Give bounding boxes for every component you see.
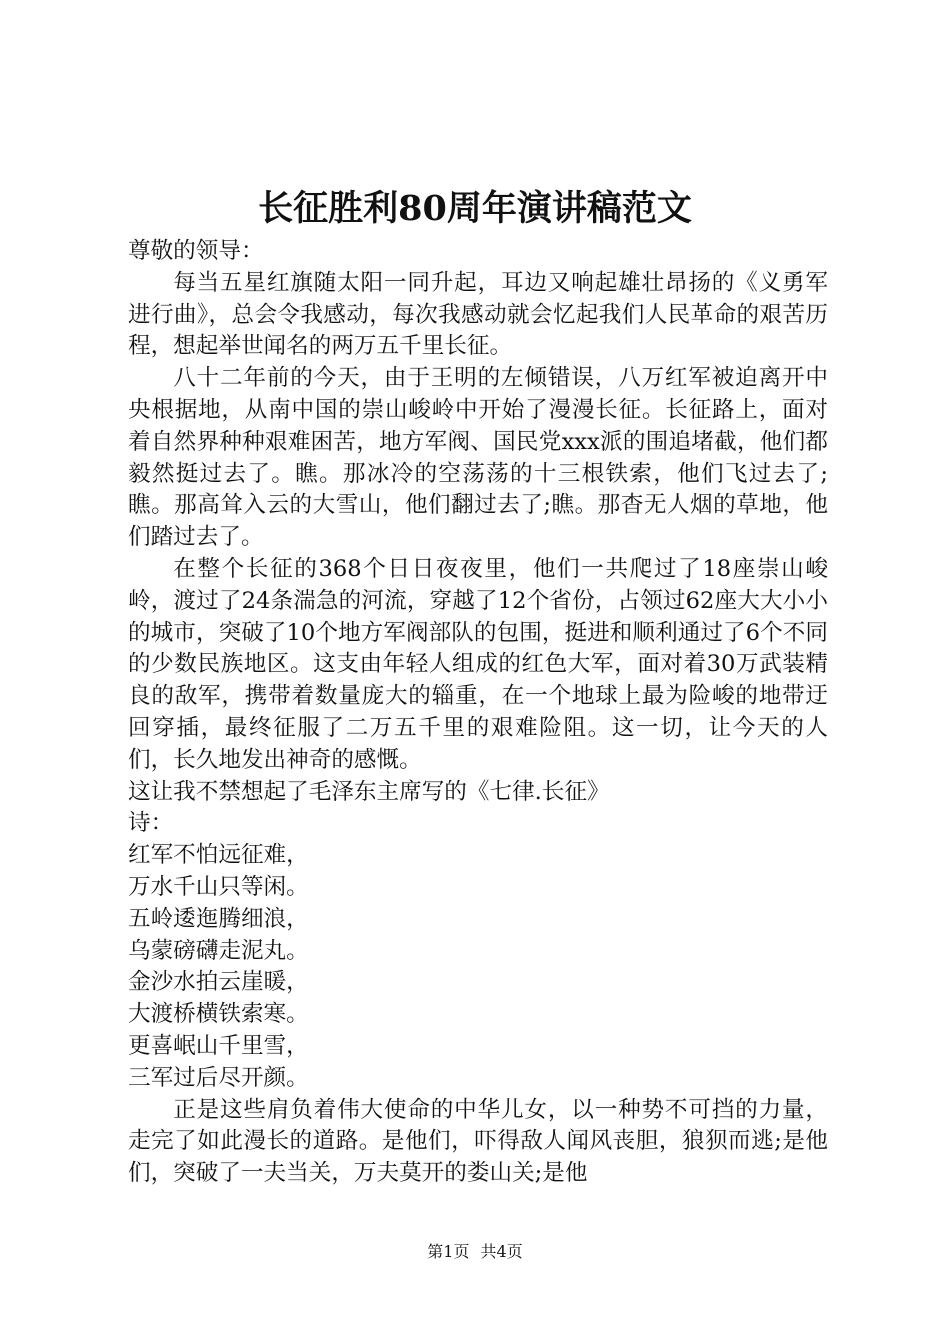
poem-line: 五岭逶迤腾细浪，	[128, 905, 309, 932]
paragraph: 在整个长征的368个日日夜夜里，他们一共爬过了18座崇山峻岭，渡过了24条湍急的河流，穿越了12个省份，占领过62座大大小小的城市，突破了10个地方军阀部队的包围，挺进和顺利通过了6个不同的少数民族地区。这支由年轻人组成的红色大军，面对着30万武装精良的敌军，携带着数量庞大的辎重，在一个地球上最为险峻的地带迂回穿插，最终征服了二万五千里的艰难险阻。这一切，让今天的人们，长久地发出神奇的感慨。	[128, 555, 828, 773]
poem-line: 大渡桥横铁索寒。	[128, 1001, 309, 1028]
poem-intro: 这让我不禁想起了毛泽东主席写的《七律.长征》	[128, 778, 610, 805]
paragraph: 每当五星红旗随太阳一同升起，耳边又响起雄壮昂扬的《义勇军进行曲》，总会令我感动，每次我感动就会忆起我们人民革命的艰苦历程，想起举世闻名的两万五千里长征。	[128, 269, 828, 360]
poem-line: 更喜岷山千里雪，	[128, 1032, 309, 1059]
poem-line: 三军过后尽开颜。	[128, 1064, 309, 1091]
closing-paragraph: 正是这些肩负着伟大使命的中华儿女，以一种势不可挡的力量，走完了如此漫长的道路。是他们，吓得敌人闻风丧胆，狼狈而逃;是他们，突破了一夫当关，万夫莫开的娄山关;是他	[128, 1096, 828, 1187]
current-page-number: 第1页	[427, 1242, 470, 1261]
poem-line: 金沙水拍云崖暖，	[128, 969, 309, 996]
page-title: 长征胜利80周年演讲稿范文	[258, 188, 692, 229]
poem-intro: 诗：	[128, 810, 174, 837]
paragraph: 八十二年前的今天，由于王明的左倾错误，八万红军被迫离开中央根据地，从南中国的崇山峻岭中开始了漫漫长征。长征路上，面对着自然界种种艰难困苦，地方军阀、国民党xxx派的围追堵截，他们都毅然挺过去了。瞧。那冰冷的空荡荡的十三根铁索，他们飞过去了;瞧。那高耸入云的大雪山，他们翻过去了;瞧。那杳无人烟的草地，他们踏过去了。	[128, 365, 828, 551]
poem-line: 乌蒙磅礴走泥丸。	[128, 937, 309, 964]
poem-line: 万水千山只等闲。	[128, 873, 309, 900]
total-page-count: 共4页	[480, 1242, 523, 1261]
poem-line: 红军不怕远征难，	[128, 842, 309, 869]
page-footer	[0, 1240, 950, 1264]
salutation: 尊敬的领导：	[128, 238, 264, 264]
document-body	[128, 236, 828, 1190]
